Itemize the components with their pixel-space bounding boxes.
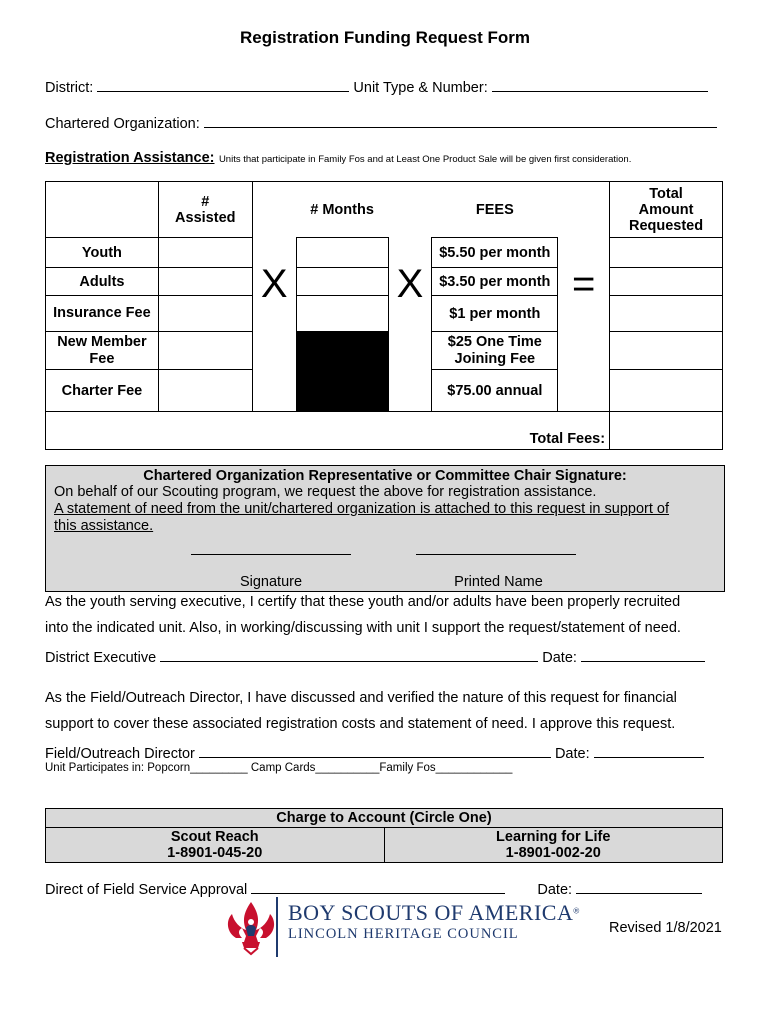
total-fees-input[interactable] xyxy=(610,412,723,450)
charter-total-input[interactable] xyxy=(610,370,723,412)
participation-row xyxy=(45,762,512,774)
signature-box xyxy=(45,465,725,592)
approval-label: Direct of Field Service Approval xyxy=(45,882,248,898)
participation-camp-cards-label: Camp Cards xyxy=(247,762,316,774)
header-months: # Months xyxy=(296,182,388,238)
multiply-symbol-1: X xyxy=(260,262,288,306)
registration-table xyxy=(45,181,723,450)
chartered-org-label: Chartered Organization: xyxy=(45,116,200,132)
approval-field[interactable] xyxy=(251,879,505,894)
signature-field[interactable] xyxy=(191,554,351,555)
field-director-date-field[interactable] xyxy=(594,743,704,758)
district-exec-row xyxy=(45,647,705,666)
header-blank xyxy=(46,182,159,238)
insurance-total-input[interactable] xyxy=(610,296,723,332)
header-fees: FEES xyxy=(432,182,558,238)
chartered-org-row xyxy=(45,113,717,132)
total-fees-label: Total Fees: xyxy=(46,412,610,450)
fee-charter: $75.00 annual xyxy=(432,370,558,412)
district-exec-field[interactable] xyxy=(160,647,538,662)
youth-months-input[interactable] xyxy=(296,238,388,268)
account-scout-reach[interactable] xyxy=(46,828,385,863)
header-total-2: Amount xyxy=(638,201,694,218)
page-title: Registration Funding Request Form xyxy=(240,28,530,47)
signature-line1: On behalf of our Scouting program, we request the above for registration assistance. xyxy=(54,484,597,500)
district-field[interactable] xyxy=(97,77,349,92)
adults-months-input[interactable] xyxy=(296,268,388,296)
youth-assisted-input[interactable] xyxy=(158,238,252,268)
registration-assistance-label: Registration Assistance: xyxy=(45,150,215,166)
fee-adults: $3.50 per month xyxy=(432,268,558,296)
new-member-assisted-input[interactable] xyxy=(158,332,252,370)
signature-label: Signature xyxy=(239,574,303,590)
header-total-1: Total xyxy=(649,185,683,202)
printed-name-label: Printed Name xyxy=(454,574,543,590)
row-label-insurance: Insurance Fee xyxy=(46,296,159,332)
camp-cards-blank[interactable]: __________ xyxy=(315,762,380,774)
header-assisted-word: Assisted xyxy=(175,209,236,226)
header-total xyxy=(610,182,723,238)
account-heading: Charge to Account (Circle One) xyxy=(46,809,723,828)
account-scout-reach-name: Scout Reach xyxy=(170,829,259,845)
district-exec-label: District Executive xyxy=(45,650,157,666)
row-label-youth: Youth xyxy=(46,238,159,268)
exec-para1-line2: into the indicated unit. Also, in working/discussing with unit I support the request/statement of need. xyxy=(45,620,681,636)
signature-line3: this assistance. xyxy=(54,518,154,534)
district-label: District: xyxy=(45,80,94,96)
revised-date: Revised 1/8/2021 xyxy=(609,920,722,936)
field-director-date-label: Date: xyxy=(554,746,590,762)
logo-line1: BOY SCOUTS OF AMERICA xyxy=(288,900,574,925)
fee-youth: $5.50 per month xyxy=(432,238,558,268)
account-table xyxy=(45,808,723,863)
row-label-charter: Charter Fee xyxy=(46,370,159,412)
field-director-label: Field/Outreach Director xyxy=(45,746,195,762)
row-label-adults: Adults xyxy=(46,268,159,296)
exec-para2-line1: As the Field/Outreach Director, I have discussed and verified the nature of this request for financial xyxy=(45,690,677,706)
district-row xyxy=(45,77,708,96)
logo-line2: LINCOLN HERITAGE COUNCIL xyxy=(288,926,519,942)
unit-label: Unit Type & Number: xyxy=(353,80,488,96)
header-total-3: Requested xyxy=(628,217,704,234)
printed-name-field[interactable] xyxy=(416,554,576,555)
fee-new-member: $25 One Time Joining Fee xyxy=(432,332,558,370)
adults-assisted-input[interactable] xyxy=(158,268,252,296)
logo-trademark: ® xyxy=(573,906,580,916)
field-director-row xyxy=(45,743,704,762)
approval-row xyxy=(45,879,702,898)
insurance-months-input[interactable] xyxy=(296,296,388,332)
district-exec-date-label: Date: xyxy=(542,650,577,666)
district-exec-date-field[interactable] xyxy=(581,647,705,662)
participation-family-fos-label: Family Fos xyxy=(379,762,436,774)
account-learning-for-life[interactable] xyxy=(384,828,723,863)
approval-date-field[interactable] xyxy=(576,879,702,894)
participation-popcorn-label: Unit Participates in: Popcorn xyxy=(45,762,191,774)
row-label-new-member: New Member Fee xyxy=(46,332,159,370)
popcorn-blank[interactable]: _________ xyxy=(190,762,248,774)
charter-months-blocked xyxy=(296,370,388,412)
approval-date-label: Date: xyxy=(537,882,573,898)
header-assisted xyxy=(158,182,252,238)
adults-total-input[interactable] xyxy=(610,268,723,296)
charter-assisted-input[interactable] xyxy=(158,370,252,412)
account-scout-reach-number: 1-8901-045-20 xyxy=(167,845,263,861)
equals-symbol: = xyxy=(571,262,596,306)
field-director-field[interactable] xyxy=(199,743,551,758)
youth-total-input[interactable] xyxy=(610,238,723,268)
logo-divider xyxy=(276,897,278,957)
exec-para2-line2: support to cover these associated registration costs and statement of need. I approve this request. xyxy=(45,716,676,732)
account-lfl-name: Learning for Life xyxy=(496,829,611,845)
multiply-symbol-2: X xyxy=(396,262,424,306)
bsa-fleur-de-lis-logo-icon xyxy=(222,898,280,956)
signature-heading: Chartered Organization Representative or Committee Chair Signature: xyxy=(143,468,627,484)
fee-insurance: $1 per month xyxy=(432,296,558,332)
chartered-org-field[interactable] xyxy=(204,113,717,128)
family-fos-blank[interactable]: ____________ xyxy=(435,762,513,774)
header-assisted-hash: # xyxy=(201,193,210,210)
signature-line2: A statement of need from the unit/chartered organization is attached to this request in support of xyxy=(54,501,670,517)
new-member-total-input[interactable] xyxy=(610,332,723,370)
exec-para1-line1: As the youth serving executive, I certify that these youth and/or adults have been properly recruited xyxy=(45,594,681,610)
registration-assistance-row xyxy=(45,149,631,167)
registration-assistance-note: Units that participate in Family Fos and at Least One Product Sale will be given first consideration. xyxy=(218,154,632,165)
account-lfl-number: 1-8901-002-20 xyxy=(505,845,601,861)
insurance-assisted-input[interactable] xyxy=(158,296,252,332)
unit-field[interactable] xyxy=(492,77,708,92)
logo-text xyxy=(288,900,579,943)
new-member-months-blocked xyxy=(296,332,388,370)
